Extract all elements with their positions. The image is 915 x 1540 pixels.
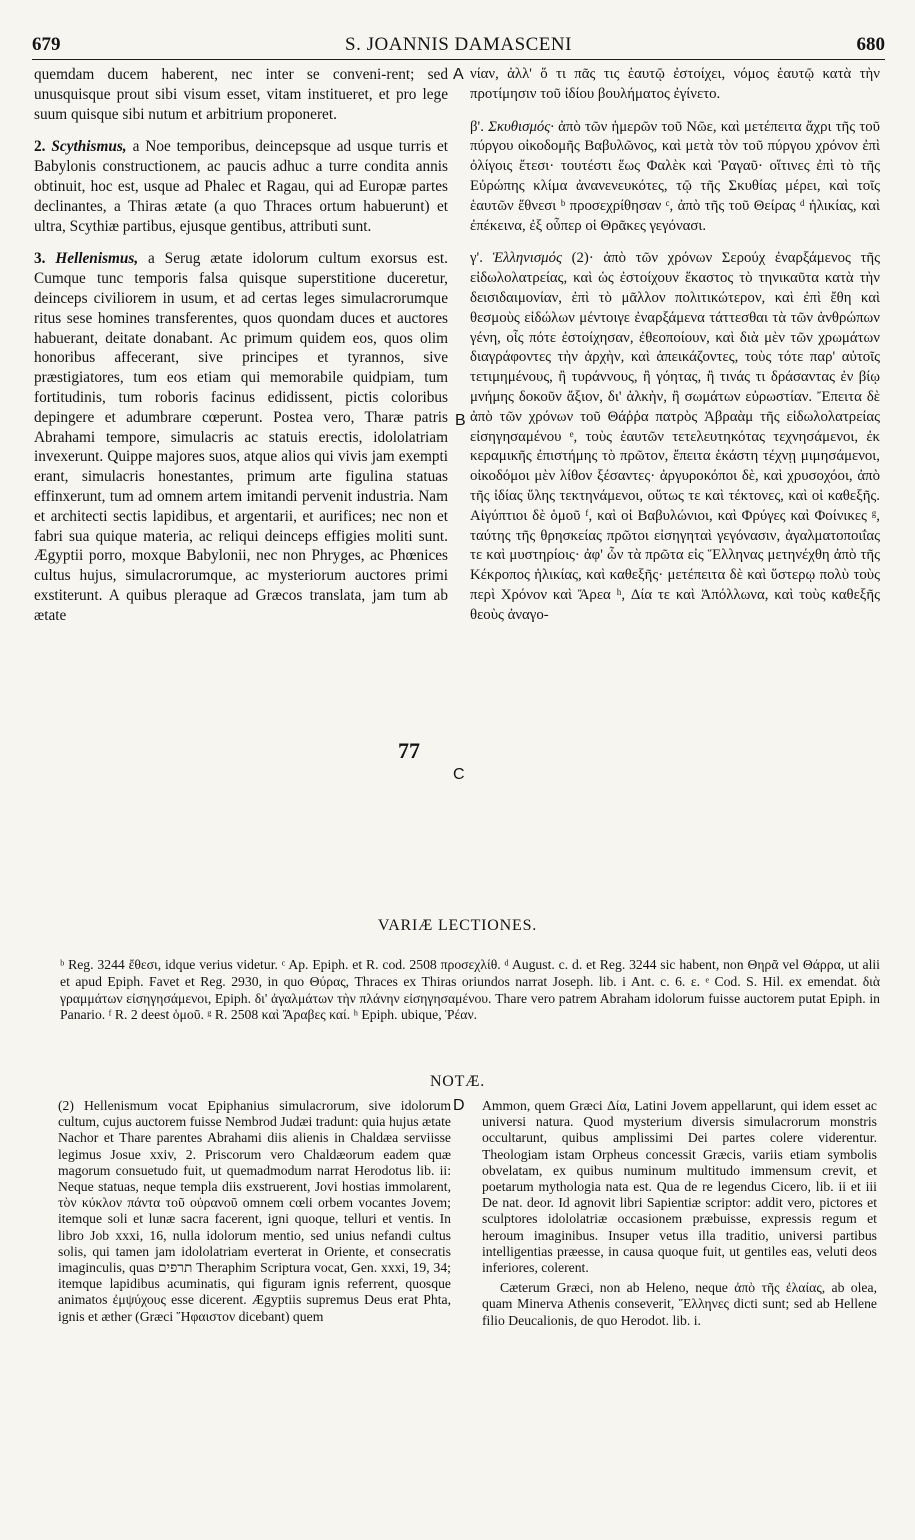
variae-text: ᵇ Reg. 3244 ἔθεσι, idque verius videtur. ᶜ Ap. Epiph. et R. cod. 2508 προσεχλίθ. ᵈ August. c. d. et Reg. 3244 sic habent, non Θηρᾶ vel Θάρρα, ut alii et apud Epiph. Favet et Reg. 2930, in quo Θύρας, Thraces ex Thiras oriundos narrat Joseph. lib. i Ant. c. 6. ε. ᵉ Cod. S. Hil. ex emendat. διὰ γραμμάτων εἰσηγησάμενοι, Epiph. δι' ἀγαλμάτων τὴν πλάνην εἰσηγησαμένου. Thare vero patrem Abraham idolorum fuisse auctorem putat Epiph. in Panario. ᶠ R. 2 deest ὁμοῦ. ᵍ R. 2508 καὶ Ἄραβες καί. ʰ Epiph. ubique, Ῥέαν. <box>60 957 880 1023</box>
notae-heading: NOTÆ. <box>429 1073 486 1090</box>
footnote-reference: (2) <box>571 250 589 267</box>
greek-column <box>470 65 880 639</box>
greek-paragraph-3 <box>470 249 880 625</box>
header-rule <box>32 59 885 60</box>
greek-paragraph-2 <box>470 118 880 237</box>
page-number-left: 679 <box>32 34 61 55</box>
notae-right-column <box>482 1098 877 1333</box>
notae-left-column <box>58 1098 451 1329</box>
variae-lectiones <box>60 957 880 1024</box>
notae-right-paragraph-2: Cæterum Græci, non ab Heleno, neque ἀπὸ τῆς ἐλαίας, ab olea, quam Minerva Athenis conseverit, Ἕλληνες dicti sunt; sed ab Hellene filio Deucalionis, de quo Herodot. lib. i. <box>482 1280 877 1328</box>
latin-section-heading: Scythismus, <box>51 138 127 156</box>
margin-page-marker: 77 <box>398 738 420 763</box>
greek-section-heading: Σκυθισμός· <box>488 118 554 135</box>
latin-section-number: 3. <box>34 250 46 268</box>
notae-right-paragraph-1: Ammon, quem Græci Δία, Latini Jovem appellarunt, qui idem esset ac universi natura. Quod mysterium diversis simulacrorum monstris occultarunt, quibus amplissimi Dei partes colere viderentur. Theologiam istam Orpheus concessit Græcis, variis etiam symbolis obvelatam, ex quibus numinum multitudo immensum crevit, et poetarum mythologia nata est. Qua de re legendus Cicero, lib. ii et iii De nat. deor. Id agnovit libri Sapientiæ scriptor: addit vero, pictores et sculptores idololatriæ occasionem præbuisse, expressis regum et heroum imaginibus. Insuper vetus illa traditio, universi partibus intelligentias præesse, in causa quoque fuit, ut gentiles eas, veluti deos inferiores, colerent. <box>482 1098 877 1276</box>
latin-section-heading: Hellenismus, <box>55 250 139 268</box>
latin-paragraph-1: quemdam ducem haberent, nec inter se conveni-rent; sed unusquisque prout sibi visum esset, vitam institueret, et pro lege suum quisque sibi nutum et arbitrium proponeret. <box>34 66 448 123</box>
latin-paragraph-2 <box>34 137 448 236</box>
margin-letter-a: A <box>453 66 464 83</box>
margin-letter-d: D <box>453 1097 465 1114</box>
latin-section-number: 2. <box>34 138 46 156</box>
latin-paragraph-3 <box>34 249 448 625</box>
latin-section-text: a Serug ætate idolorum cultum exorsus est. Cumque tunc temporis falsa quisque superstitione duceretur, deinceps civiliorem in usum, et ad certas leges simulacrorumque ritus sese homines transferentes, quos quondam duces et auctores habuerant, deitate donabant. Ac primum quidem eos, quos olim honoribus affecerant, sive principes et tyrannos, sive præstigiatores, tum eos etiam qui memorabile quidpiam, tum fortitudinis, tum roboris facinus edidissent, pictis coloribus depingere et adumbrare cœperunt. Postea vero, Tharæ patris Abrahami tempore, simulacris ac statuis erectis, idololatriam invexerunt. Quippe majores suos, atque alios qui vivis jam exempti erant, simulacris honestantes, primum arte figulina statuas effinxerunt, tum ad omnem artem imitandi pervenit industria. Nam et architecti sectis lapidibus, et argentarii, et aurifices; nec non et fabri sua quique materia, ac reliqui deinceps effigies moliti sunt. Ægyptii porro, moxque Babylonii, nec non Phryges, ac Phœnices cultus hujus, simulacrorumque, ac mysteriorum auctores primi exstiterunt. A quibus pleraque ad Græcos translata, jam tum ab ætate <box>34 250 448 624</box>
greek-section-number: β'. <box>470 118 484 135</box>
variae-lectiones-heading: VARIÆ LECTIONES. <box>377 917 538 934</box>
running-header <box>32 34 885 62</box>
margin-letter-b: B <box>455 412 466 429</box>
latin-section-text: a Noe temporibus, deincepsque ad usque turris et Babylonis constructionem, ac paucis adhuc a turre condita annis obtinuit, hoc est, usque ad Phalec et Ragau, qui ad Europæ partes declinantes, a Thiras ætate (a quo Thraces ortum habuerunt) et ultra, Scythiæ partibus, ejusque gentibus, attributi sunt. <box>34 138 448 235</box>
greek-section-text: · ἀπὸ τῶν χρόνων Σερούχ ἐναρξάμενος τῆς εἰδωλολατρείας, καὶ ὡς ἐστοίχουν ἕκαστος τὸ τηνικαῦτα κατὰ τὴν δεισιδαιμονίαν, ἐπὶ τὸ μᾶλλον πολιτικώτερον, καὶ ἐπὶ ἔθη καὶ θεσμοὺς εἰδώλων μέντοιγε ἐναρξάμενα τάττεσθαι τὰ τῶν ἀνθρώπων γένη, οἷς πότε ἐστοίχησαν, ἐθεοποίουν, καὶ διὰ μὲν τῶν χρωμάτων διαγράφοντες τὴν ἀρχὴν, καὶ ἀπεικάζοντες, τοὺς τότε παρ' αὐτοῖς τετιμημένους, ἢ τυράννους, ἢ γόητας, ἢ τινάς τι δράσαντας ἐν βίῳ μνήμης δοκοῦν ἄξιον, δι' ἀλκὴν, ἢ σωμάτων εὐρωστίαν. Ἔπειτα δὲ ἀπὸ τῶν χρόνων τοῦ Θάῤῥα πατρὸς Ἀβραὰμ τῆς εἰδωλολατρείας εἰσηγησαμένου ᵉ, τοὺς ἑαυτῶν τετελευτηκότας τεχνησάμενοι, ἐκ κεραμικῆς ἐπιστήμης τὸ πρῶτον, ἔπειτα ἑκάστη τέχνῃ μιμησάμενοι, οἰκοδόμοι μὲν λίθον ξέσαντες· ἀργυροκόποι δὲ, καὶ χρυσοχόοι, ἀπὸ τῆς ἰδίας ὕλης τεκτηνάμενοι, οὕτως τε καὶ τέκτονες, καὶ οἱ καθεξῆς. Αἰγύπτιοι δὲ ὁμοῦ ᶠ, καὶ οἱ Βαβυλώνιοι, καὶ Φρύγες καὶ Φοίνικες ᵍ, ταύτης τῆς θρησκείας πρῶτοι εἰσηγηταὶ γεγόνασιν, ἀγαλματοποιΐας τε καὶ μυστηρίοις· ἀφ' ὧν τὰ πρῶτα εἰς Ἕλληνας μετηνέχθη ἀπὸ τῆς Κέκροπος ἡλικίας, καὶ καθεξῆς· μετέπειτα δὲ καὶ ὕστερῳ πολὺ τοὺς περὶ Χρόνον καὶ Ἄρεα ʰ, Δία τε καὶ Ἀπόλλωνα, καὶ τοὺς καθεξῆς θεοὺς ἀναγο- <box>470 250 880 623</box>
latin-column <box>34 65 448 639</box>
margin-letter-c: C <box>453 766 465 783</box>
page-number-right: 680 <box>856 34 885 55</box>
greek-section-number: γ'. <box>470 250 483 267</box>
greek-section-heading: Ἑλληνισμός <box>492 250 562 267</box>
running-title: S. JOANNIS DAMASCENI <box>345 34 572 55</box>
greek-paragraph-1: νίαν, ἀλλ' ὅ τι πᾶς τις ἑαυτῷ ἐστοίχει, νόμος ἑαυτῷ κατὰ τὴν προτίμησιν τοῦ ἰδίου βουλήματος ἐγίνετο. <box>470 66 880 102</box>
greek-section-text: ἀπὸ τῶν ἡμερῶν τοῦ Νῶε, καὶ μετέπειτα ἄχρι τῆς τοῦ πύργου οἰκοδομῆς Βαβυλῶνος, καὶ μετὰ τὸν τοῦ πύργου χρόνον ἐπὶ ὀλίγοις ἔτεσι· τουτέστι ἕως Φαλὲκ καὶ Ῥαγαῦ· οἵτινες ἐπὶ τὸ τῆς Εὐρώπης κλίμα ἀνανενευκότες, τῷ τῆς Σκυθίας μέρει, καὶ τοῖς ἑαυτῶν ἔθνεσι ᵇ προσεχρίθησαν ᶜ, ἀπὸ τῆς τοῦ Θείρας ᵈ ἡλικίας, καὶ ἐπέκεινα, ἐξ οὗπερ οἱ Θρᾶκες γεγόνασι. <box>470 118 880 234</box>
notae-left-text: (2) Hellenismum vocat Epiphanius simulacrorum, sive idolorum cultum, cujus auctorem fuisse Nembrod Judæi tradunt: quia hujus ætate Nachor et Thare parentes Abrahami diis alienis in Chaldæa serviisse legimus Josue xxiv, 2. Priscorum vero Chaldæorum eadem quæ magorum consuetudo fuit, ut quemadmodum narrat Herodotus lib. ii: Neque statuas, neque templa diis exstruerent, Jovi hostias immolarent, τὸν κύκλον πάντα τοῦ οὐρανοῦ omnem cœli orbem vocantes Jovem; itemque soli et lunæ sacra facerent, igni quoque, telluri et ventis. In libro Job xxxi, 16, nulla idolorum mentio, sed unius nefandi cultus solis, qui tamen jam idololatriam everterat in Oriente, et consecratis imaginculis, quas תרפים Theraphim Scriptura vocat, Gen. xxxi, 19, 34; itemque lapidibus acuminatis, qui figuram ignis referrent, quosque animatos ἐμψύχους esse dicerent. Ægyptiis supremus Deus erat Phta, ignis et æther (Græci Ἥφαιστον dicebant) quem <box>58 1098 451 1324</box>
